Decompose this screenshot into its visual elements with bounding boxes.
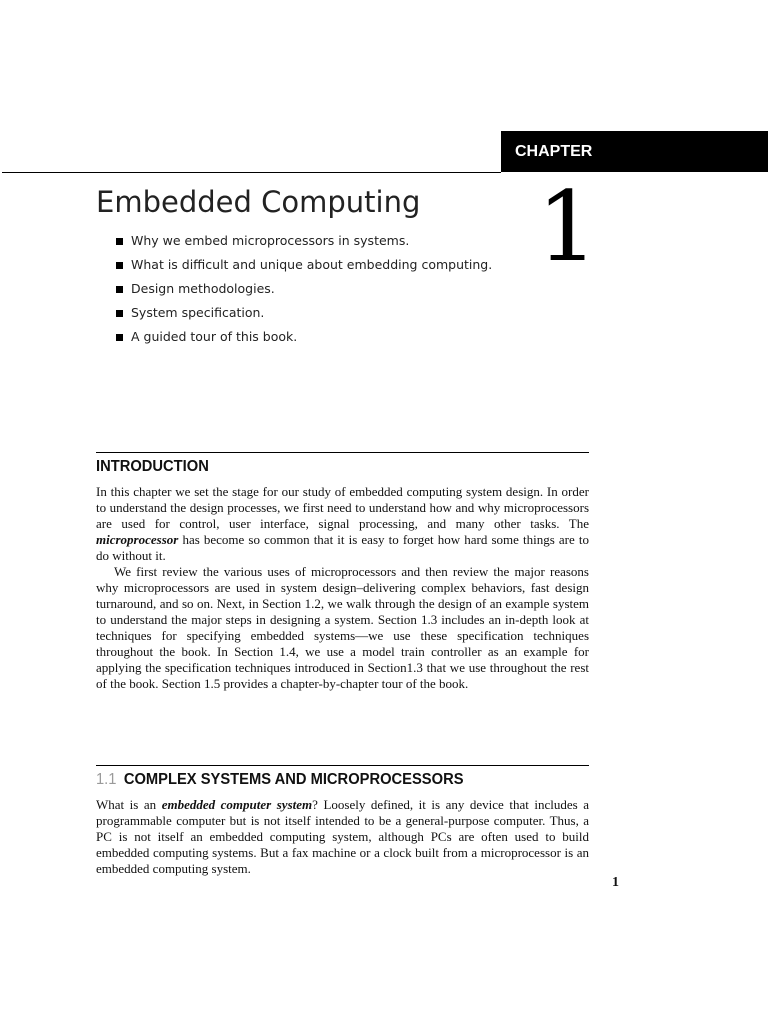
objective-item bbox=[116, 325, 492, 349]
chapter-title: Embedded Computing bbox=[96, 185, 421, 219]
page-number: 1 bbox=[612, 875, 619, 890]
paragraph-text: In this chapter we set the stage for our study of embedded computing system design. In order to understand the design processes, we first need to understand how and why microprocessors are used for control, user interface, signal processing, and many other tasks. The bbox=[96, 484, 589, 531]
chapter-label: CHAPTER bbox=[501, 131, 768, 172]
square-bullet-icon bbox=[116, 286, 123, 293]
objective-item bbox=[116, 229, 492, 253]
paragraph-text: ? Loosely defined, it is any device that includes a programmable computer but is not itself intended to be a general-purpose computer. Thus, a PC is not itself an embedded computing system, although PCs are often used to build embedded computing systems. But a fax machine or a clock built from a microprocessor is an embedded computing system. bbox=[96, 797, 590, 876]
paragraph-text: What is an bbox=[96, 797, 162, 812]
objective-text: A guided tour of this book. bbox=[131, 329, 298, 344]
chapter-objectives bbox=[116, 229, 492, 349]
square-bullet-icon bbox=[116, 238, 123, 245]
objective-text: What is difficult and unique about embedding computing. bbox=[131, 257, 493, 272]
section-title: COMPLEX SYSTEMS AND MICROPROCESSORS bbox=[123, 771, 464, 788]
key-term: embedded computer system bbox=[161, 797, 313, 812]
introduction-heading: INTRODUCTION bbox=[96, 458, 209, 475]
square-bullet-icon bbox=[116, 310, 123, 317]
introduction-paragraph-1 bbox=[96, 484, 589, 564]
introduction-rule bbox=[96, 452, 589, 453]
objective-item bbox=[116, 253, 492, 277]
section-1-1-heading bbox=[96, 770, 464, 790]
objective-text: System specification. bbox=[131, 305, 265, 320]
chapter-number: 1 bbox=[537, 171, 599, 283]
chapter-rule bbox=[2, 172, 501, 173]
square-bullet-icon bbox=[116, 334, 123, 341]
introduction-body bbox=[96, 484, 589, 692]
section-1-1-body bbox=[96, 797, 589, 877]
section-1-1-rule bbox=[96, 765, 589, 766]
objective-text: Why we embed microprocessors in systems. bbox=[131, 233, 410, 248]
introduction-paragraph-2: We first review the various uses of microprocessors and then review the major reasons why microprocessors are used in system design–delivering complex behaviors, fast design turnaround, and so on. Next, in Section 1.2, we walk through the design of an example system to understand the major steps in designing a system. Section 1.3 includes an in-depth look at techniques for specifying embedded systems—we use these specification techniques throughout the book. In Section 1.4, we use a model train controller as an example for applying the specification techniques introduced in Section1.3 that we use throughout the rest of the book. Section 1.5 provides a chapter-by-chapter tour of the book. bbox=[96, 564, 589, 691]
objective-item bbox=[116, 301, 492, 325]
square-bullet-icon bbox=[116, 262, 123, 269]
paragraph-text: has become so common that it is easy to forget how hard some things are to do without it. bbox=[96, 532, 589, 563]
objective-item bbox=[116, 277, 492, 301]
objective-text: Design methodologies. bbox=[131, 281, 275, 296]
section-number: 1.1 bbox=[96, 771, 117, 788]
key-term: microprocessor bbox=[96, 532, 179, 547]
section-1-1-paragraph-1 bbox=[96, 797, 589, 877]
